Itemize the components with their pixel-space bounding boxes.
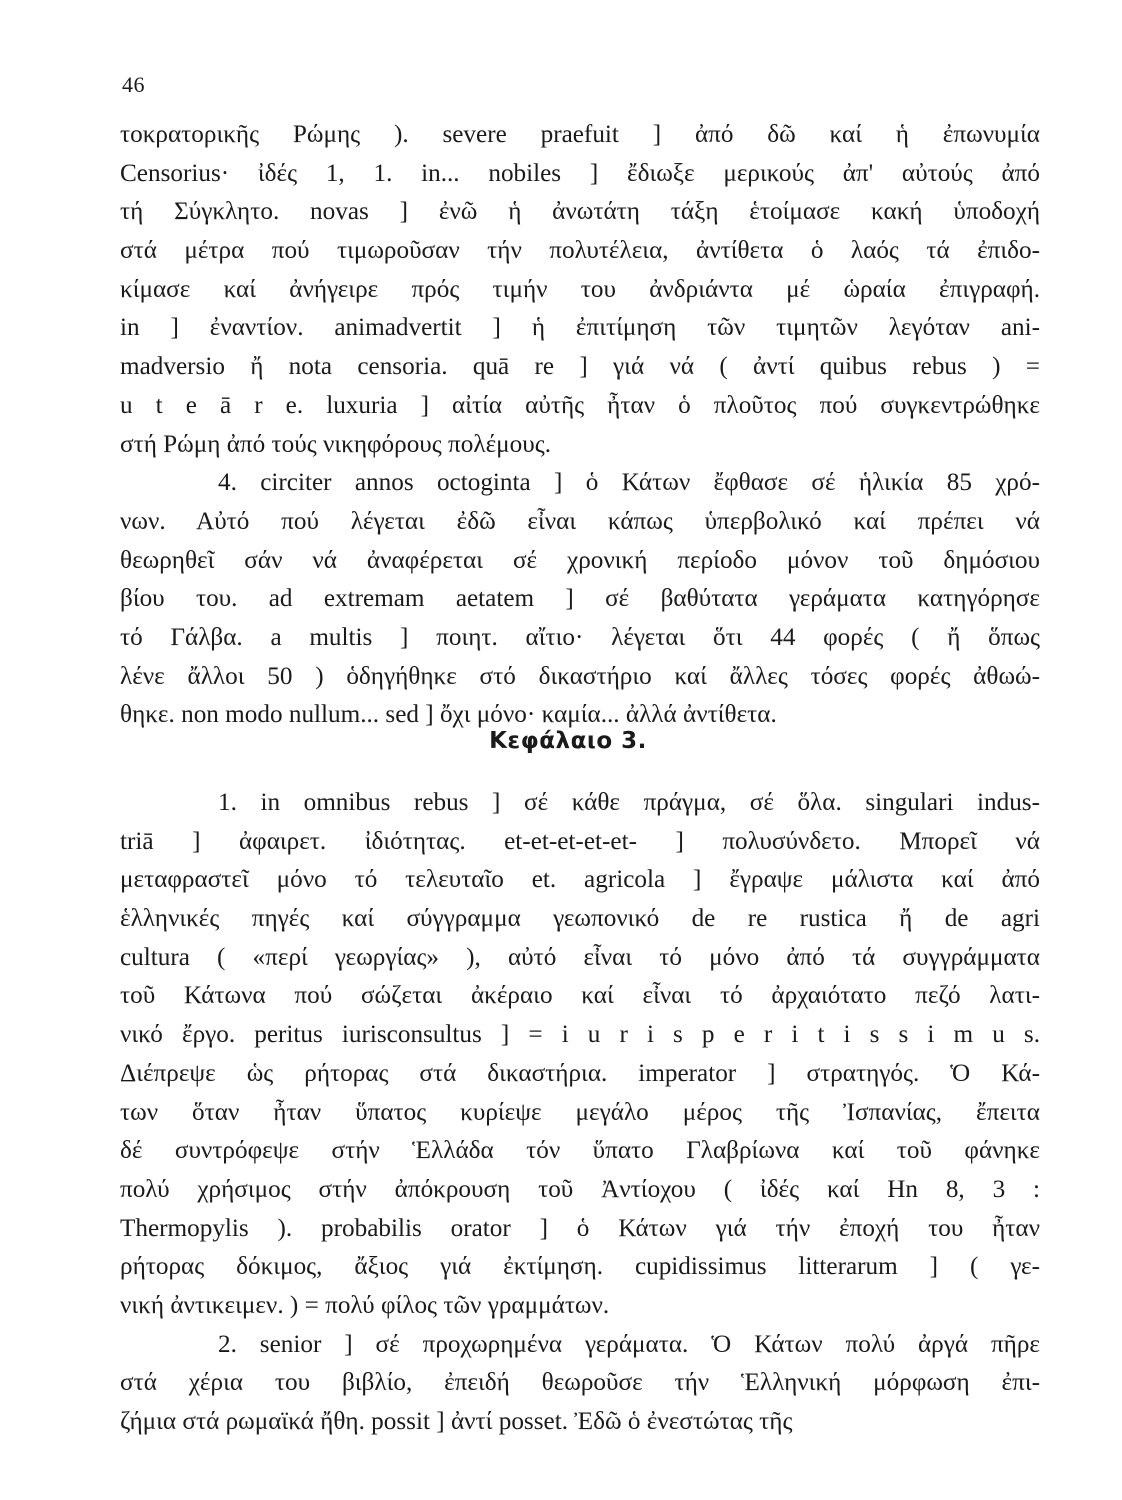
text-line: βίου του. ad extremam aetatem ] σέ βαθύτατα γεράματα κατηγόρησε	[120, 585, 1040, 613]
text-line: Διέπρεψε ὡς ρήτορας στά δικαστήρια. imperator ] στρατηγός. Ὁ Κά-	[120, 1059, 1040, 1087]
text-line: δέ συντρόφεψε στήν Ἑλλάδα τόν ὕπατο Γλαβρίωνα καί τοῦ φάνηκε	[120, 1137, 1040, 1165]
commentary-text-bottom	[120, 784, 1040, 1442]
text-line: ἑλληνικές πηγές καί σύγγραμμα γεωπονικό de re rustica ἤ de agri	[120, 905, 1040, 933]
commentary-text-top	[120, 116, 1040, 735]
text-line: τή Σύγκλητο. novas ] ἐνῶ ἡ ἀνωτάτη τάξη ἑτοίμασε κακή ὑποδοχή	[120, 198, 1040, 226]
text-line: των ὅταν ἦταν ὕπατος κυρίεψε μεγάλο μέρος τῆς Ἰσπανίας, ἔπειτα	[120, 1098, 1040, 1126]
text-line: ρήτορας δόκιμος, ἄξιος γιά ἐκτίμηση. cupidissimus litterarum ] ( γε-	[120, 1253, 1040, 1281]
page-number: 46	[122, 72, 145, 97]
text-line: τό Γάλβα. a multis ] ποιητ. αἴτιο· λέγεται ὅτι 44 φορές ( ἤ ὅπως	[120, 623, 1040, 651]
text-line: στά μέτρα πού τιμωροῦσαν τήν πολυτέλεια, ἀντίθετα ὁ λαός τά ἐπιδο-	[120, 237, 1040, 265]
text-line: 4. circiter annos octoginta ] ὁ Κάτων ἔφθασε σέ ἡλικία 85 χρό-	[218, 469, 1040, 497]
text-line: in ] ἐναντίον. animadvertit ] ἡ ἐπιτίμηση τῶν τιμητῶν λεγόταν ani-	[120, 314, 1040, 342]
text-line: Censorius· ἰδές 1, 1. in... nobiles ] ἔδιωξε μερικούς ἀπ' αὐτούς ἀπό	[120, 159, 1040, 187]
text-line: τοῦ Κάτωνα πού σώζεται ἀκέραιο καί εἶναι τό ἀρχαιότατο πεζό λατι-	[120, 982, 1040, 1010]
text-line: ζήμια στά ρωμαϊκά ἤθη. possit ] ἀντί posset. Ἐδῶ ὁ ἐνεστώτας τῆς	[120, 1408, 793, 1435]
text-line: νική ἀντικειμεν. ) = πολύ φίλος τῶν γραμμάτων.	[120, 1291, 610, 1319]
text-line: νικό ἔργο. peritus iurisconsultus ] = i u r i s p e r i t i s s i m u s.	[120, 1021, 1040, 1049]
text-line: στή Ρώμη ἀπό τούς νικηφόρους πολέμους.	[120, 430, 551, 458]
text-line: λένε ἄλλοι 50 ) ὁδηγήθηκε στό δικαστήριο καί ἄλλες τόσες φορές ἀθωώ-	[120, 662, 1040, 690]
text-line: πολύ χρήσιμος στήν ἀπόκρουση τοῦ Ἀντίοχου ( ἰδές καί Hn 8, 3 :	[120, 1175, 1040, 1203]
text-line: 1. in omnibus rebus ] σέ κάθε πράγμα, σέ ὅλα. singulari indus-	[218, 789, 1040, 816]
text-line: κίμασε καί ἀνήγειρε πρός τιμήν του ἀνδριάντα μέ ὡραία ἐπιγραφή.	[120, 275, 1040, 303]
text-line: madversio ἤ nota censoria. quā re ] γιά νά ( ἀντί quibus rebus ) =	[120, 353, 1040, 381]
paragraph	[120, 116, 1040, 464]
text-line: τοκρατορικῆς Ρώμης ). severe praefuit ] ἀπό δῶ καί ἡ ἐπωνυμία	[120, 121, 1040, 148]
text-line: triā ] ἀφαιρετ. ἰδιότητας. et-et-et-et-et- ] πολυσύνδετο. Μπορεῖ νά	[120, 827, 1040, 855]
text-line: cultura ( «περί γεωργίας» ), αὐτό εἶναι τό μόνο ἀπό τά συγγράμματα	[120, 943, 1040, 971]
text-line: Thermopylis ). probabilis orator ] ὁ Κάτων γιά τήν ἐποχή του ἦταν	[120, 1214, 1040, 1242]
paragraph	[120, 464, 1040, 735]
chapter-heading: Κεφάλαιο 3.	[489, 728, 647, 754]
text-line: στά χέρια του βιβλίο, ἐπειδή θεωροῦσε τήν Ἑλληνική μόρφωση ἐπι-	[120, 1369, 1040, 1397]
text-line: μεταφραστεῖ μόνο τό τελευταῖο et. agricola ] ἔγραψε μάλιστα καί ἀπό	[120, 866, 1040, 894]
paragraph	[120, 1326, 1040, 1442]
paragraph	[120, 784, 1040, 1326]
text-line: νων. Αὐτό πού λέγεται ἐδῶ εἶναι κάπως ὑπερβολικό καί πρέπει νά	[120, 507, 1040, 535]
text-line: u t e ā r e. luxuria ] αἰτία αὐτῆς ἦταν ὁ πλοῦτος πού συγκεντρώθηκε	[120, 391, 1040, 419]
text-line: 2. senior ] σέ προχωρημένα γεράματα. Ὁ Κάτων πολύ ἀργά πῆρε	[218, 1330, 1040, 1358]
text-line: θηκε. non modo nullum... sed ] ὄχι μόνο· καμία... ἀλλά ἀντίθετα.	[120, 701, 777, 729]
text-line: θεωρηθεῖ σάν νά ἀναφέρεται σέ χρονική περίοδο μόνον τοῦ δημόσιου	[120, 546, 1040, 574]
